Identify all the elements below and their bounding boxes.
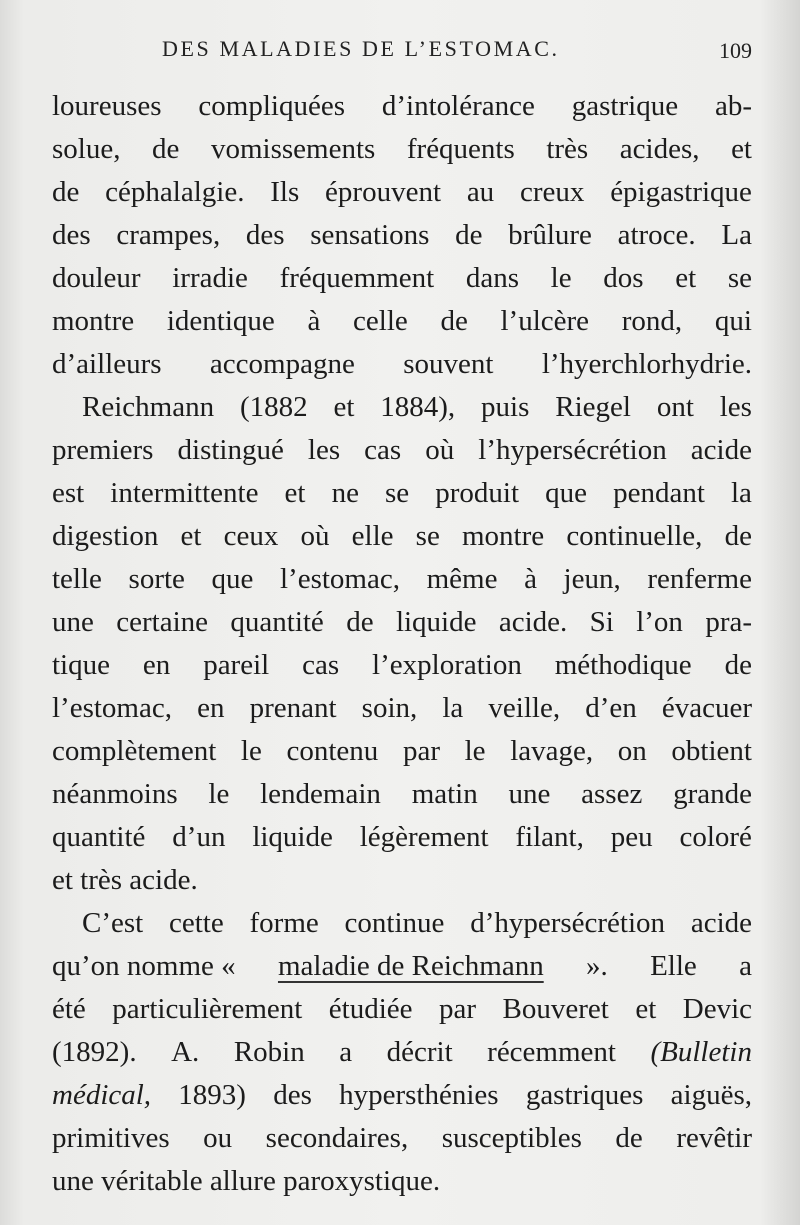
- word: ab-: [714, 90, 752, 122]
- paragraph-start-line: [52, 902, 752, 945]
- word: revêtir: [676, 1122, 752, 1154]
- line-text: ».: [586, 950, 608, 982]
- word: compliquées: [198, 90, 345, 122]
- word: (1882: [239, 391, 308, 423]
- word: montre: [462, 520, 545, 552]
- word: A.: [171, 1036, 200, 1068]
- word: Reichmann: [82, 391, 215, 423]
- word: une: [52, 606, 94, 638]
- word: et: [635, 993, 657, 1025]
- word: pra-: [705, 606, 752, 638]
- word: crampes,: [116, 219, 221, 251]
- text-line: [52, 601, 752, 644]
- word: Devic: [682, 993, 752, 1025]
- word: l’ulcère: [500, 305, 590, 337]
- line-text: qu’on nomme «: [52, 950, 236, 982]
- text-line: [52, 773, 752, 816]
- word: obtient: [671, 735, 752, 767]
- word: que: [211, 563, 254, 595]
- word: ont: [656, 391, 694, 423]
- word: la: [730, 477, 752, 509]
- word: de: [346, 606, 374, 638]
- word: en: [197, 692, 225, 724]
- paragraph-end-line: et très acide.: [52, 864, 198, 896]
- word: elle: [351, 520, 394, 552]
- word: pareil: [203, 649, 270, 681]
- word: se: [415, 520, 440, 552]
- word: de: [152, 133, 180, 165]
- word: d’un: [172, 821, 226, 853]
- word: gastriques: [525, 1079, 644, 1111]
- word: est: [52, 477, 85, 509]
- word: le: [208, 778, 230, 810]
- text-line: [52, 816, 752, 859]
- body-text: [52, 85, 752, 1203]
- word: fréquents: [406, 133, 515, 165]
- word: de: [52, 176, 80, 208]
- word: Riegel: [555, 391, 631, 423]
- word: C’est: [82, 907, 144, 939]
- word: primitives: [52, 1122, 170, 1154]
- word: récemment: [487, 1036, 616, 1068]
- word: épigastrique: [610, 176, 752, 208]
- word: par: [439, 993, 477, 1025]
- word: où: [425, 434, 455, 466]
- word: brûlure: [508, 219, 592, 251]
- word: de: [615, 1122, 643, 1154]
- word: l’on: [636, 606, 683, 638]
- word: lendemain: [260, 778, 381, 810]
- word: cas: [302, 649, 340, 681]
- word: cas: [364, 434, 402, 466]
- word: ceux: [223, 520, 279, 552]
- line-text: Elle: [650, 950, 697, 982]
- word: et: [731, 133, 752, 165]
- word: pendant: [613, 477, 705, 509]
- word: accompagne: [209, 348, 355, 380]
- word: quantité: [230, 606, 324, 638]
- word: en: [142, 649, 171, 681]
- text-line: [52, 429, 752, 472]
- word: vomissements: [210, 133, 376, 165]
- word: étudiée: [328, 993, 413, 1025]
- word: où: [300, 520, 330, 552]
- word: certaine: [116, 606, 209, 638]
- word: fréquemment: [279, 262, 435, 294]
- word: se: [727, 262, 752, 294]
- word: renferme: [647, 563, 752, 595]
- word: l’hypersécrétion: [478, 434, 667, 466]
- word: éprouvent: [325, 176, 442, 208]
- word: la: [442, 692, 464, 724]
- word: atroce.: [617, 219, 696, 251]
- text-line: [52, 558, 752, 601]
- word: contenu: [286, 735, 379, 767]
- word: et: [284, 477, 306, 509]
- word: les: [307, 434, 341, 466]
- text-line: [52, 300, 752, 343]
- word: filant,: [515, 821, 584, 853]
- underlined-term: maladie de Reichmann: [277, 950, 544, 982]
- text-line: [52, 343, 752, 386]
- word: veille,: [488, 692, 561, 724]
- word: le: [464, 735, 486, 767]
- word: le: [240, 735, 262, 767]
- word: dos: [603, 262, 644, 294]
- word: ou: [203, 1122, 233, 1154]
- word: celle: [353, 305, 408, 337]
- word: l’exploration: [372, 649, 522, 681]
- text-line: [52, 85, 752, 128]
- word: La: [721, 219, 752, 251]
- word: digestion: [52, 520, 159, 552]
- text-line: [52, 945, 752, 988]
- word: on: [617, 735, 647, 767]
- word: forme: [249, 907, 319, 939]
- word: par: [402, 735, 440, 767]
- word: montre: [52, 305, 135, 337]
- word: 1884),: [380, 391, 456, 423]
- word: continuelle,: [566, 520, 703, 552]
- word: Ils: [270, 176, 300, 208]
- word: soin,: [361, 692, 418, 724]
- word: premiers: [52, 434, 154, 466]
- word: qui: [714, 305, 752, 337]
- text-line: [52, 171, 752, 214]
- word: liquide: [252, 821, 333, 853]
- word: évacuer: [661, 692, 752, 724]
- word: continue: [344, 907, 445, 939]
- word: l’estomac,: [52, 692, 172, 724]
- word: rond,: [621, 305, 683, 337]
- word: secondaires,: [265, 1122, 409, 1154]
- text-line: [52, 257, 752, 300]
- page-number: 109: [719, 38, 752, 63]
- word: légèrement: [359, 821, 489, 853]
- word: (1892).: [52, 1036, 137, 1068]
- word: et: [333, 391, 355, 423]
- word: matin: [411, 778, 478, 810]
- word: puis: [481, 391, 530, 423]
- word: néanmoins: [52, 778, 178, 810]
- word: des: [52, 219, 91, 251]
- word: intermittente: [110, 477, 259, 509]
- italic-journal-title: (Bulletin: [650, 1036, 752, 1068]
- text-line: [52, 730, 752, 773]
- word: méthodique: [554, 649, 692, 681]
- line-text: a: [739, 950, 752, 982]
- word: Si: [589, 606, 614, 638]
- word: souvent: [403, 348, 494, 380]
- word: coloré: [679, 821, 752, 853]
- page-header: [52, 36, 752, 66]
- word: de: [455, 219, 483, 251]
- word: au: [466, 176, 495, 208]
- word: assez: [581, 778, 643, 810]
- word: très: [546, 133, 589, 165]
- word: l’estomac,: [280, 563, 400, 595]
- word: se: [385, 477, 410, 509]
- word: quantité: [52, 821, 146, 853]
- word: creux: [519, 176, 585, 208]
- word: d’intolérance: [381, 90, 535, 122]
- word: cette: [169, 907, 224, 939]
- text-line: [52, 214, 752, 257]
- word: acide.: [498, 606, 568, 638]
- word: les: [719, 391, 752, 423]
- word: telle: [52, 563, 102, 595]
- text-line: [52, 644, 752, 687]
- word: que: [545, 477, 587, 509]
- word: aiguës,: [670, 1079, 752, 1111]
- word: une: [508, 778, 551, 810]
- italic-journal-title: médical,: [52, 1079, 152, 1111]
- word: douleur: [52, 262, 141, 294]
- word: gastrique: [571, 90, 679, 122]
- word: susceptibles: [441, 1122, 582, 1154]
- word: à: [524, 563, 537, 595]
- word: d’hypersécrétion: [470, 907, 666, 939]
- word: hypersthénies: [339, 1079, 499, 1111]
- word: dans: [465, 262, 520, 294]
- word: et: [180, 520, 202, 552]
- word: distingué: [177, 434, 284, 466]
- word: particulièrement: [112, 993, 303, 1025]
- text-line: [52, 1117, 752, 1160]
- word: 1893): [178, 1079, 246, 1111]
- text-line: [52, 1031, 752, 1074]
- word: de: [724, 520, 752, 552]
- word: grande: [673, 778, 752, 810]
- word: sorte: [128, 563, 185, 595]
- text-line: [52, 1074, 752, 1117]
- word: loureuses: [52, 90, 162, 122]
- word: acide: [690, 434, 752, 466]
- word: de: [724, 649, 752, 681]
- word: a: [339, 1036, 353, 1068]
- word: le: [550, 262, 572, 294]
- word: lavage,: [510, 735, 594, 767]
- word: décrit: [386, 1036, 453, 1068]
- paragraph-end-line: une véritable allure paroxystique.: [52, 1165, 441, 1197]
- word: irradie: [172, 262, 248, 294]
- word: et: [675, 262, 697, 294]
- text-line: [52, 515, 752, 558]
- word: tique: [52, 649, 110, 681]
- word: prenant: [249, 692, 337, 724]
- paragraph-start-line: [52, 386, 752, 429]
- word: jeun,: [563, 563, 621, 595]
- word: des: [245, 219, 285, 251]
- word: d’ailleurs: [52, 348, 162, 380]
- word: d’en: [585, 692, 637, 724]
- word: été: [52, 993, 86, 1025]
- word: Bouveret: [502, 993, 609, 1025]
- word: Robin: [233, 1036, 305, 1068]
- word: même: [426, 563, 498, 595]
- word: complètement: [52, 735, 217, 767]
- word: identique: [166, 305, 275, 337]
- word: peu: [610, 821, 653, 853]
- word: de: [440, 305, 468, 337]
- text-line: [52, 472, 752, 515]
- running-head: DES MALADIES DE L’ESTOMAC.: [162, 36, 560, 61]
- word: acide: [690, 907, 752, 939]
- word: produit: [435, 477, 520, 509]
- word: ne: [331, 477, 359, 509]
- word: l’hyerchlorhydrie.: [541, 348, 752, 380]
- word: sensations: [310, 219, 430, 251]
- text-line: [52, 128, 752, 171]
- text-line: [52, 687, 752, 730]
- word: liquide: [395, 606, 477, 638]
- word: céphalalgie.: [105, 176, 245, 208]
- word: à: [307, 305, 321, 337]
- word: solue,: [52, 133, 121, 165]
- text-line: [52, 988, 752, 1031]
- word: des: [273, 1079, 312, 1111]
- word: acides,: [619, 133, 700, 165]
